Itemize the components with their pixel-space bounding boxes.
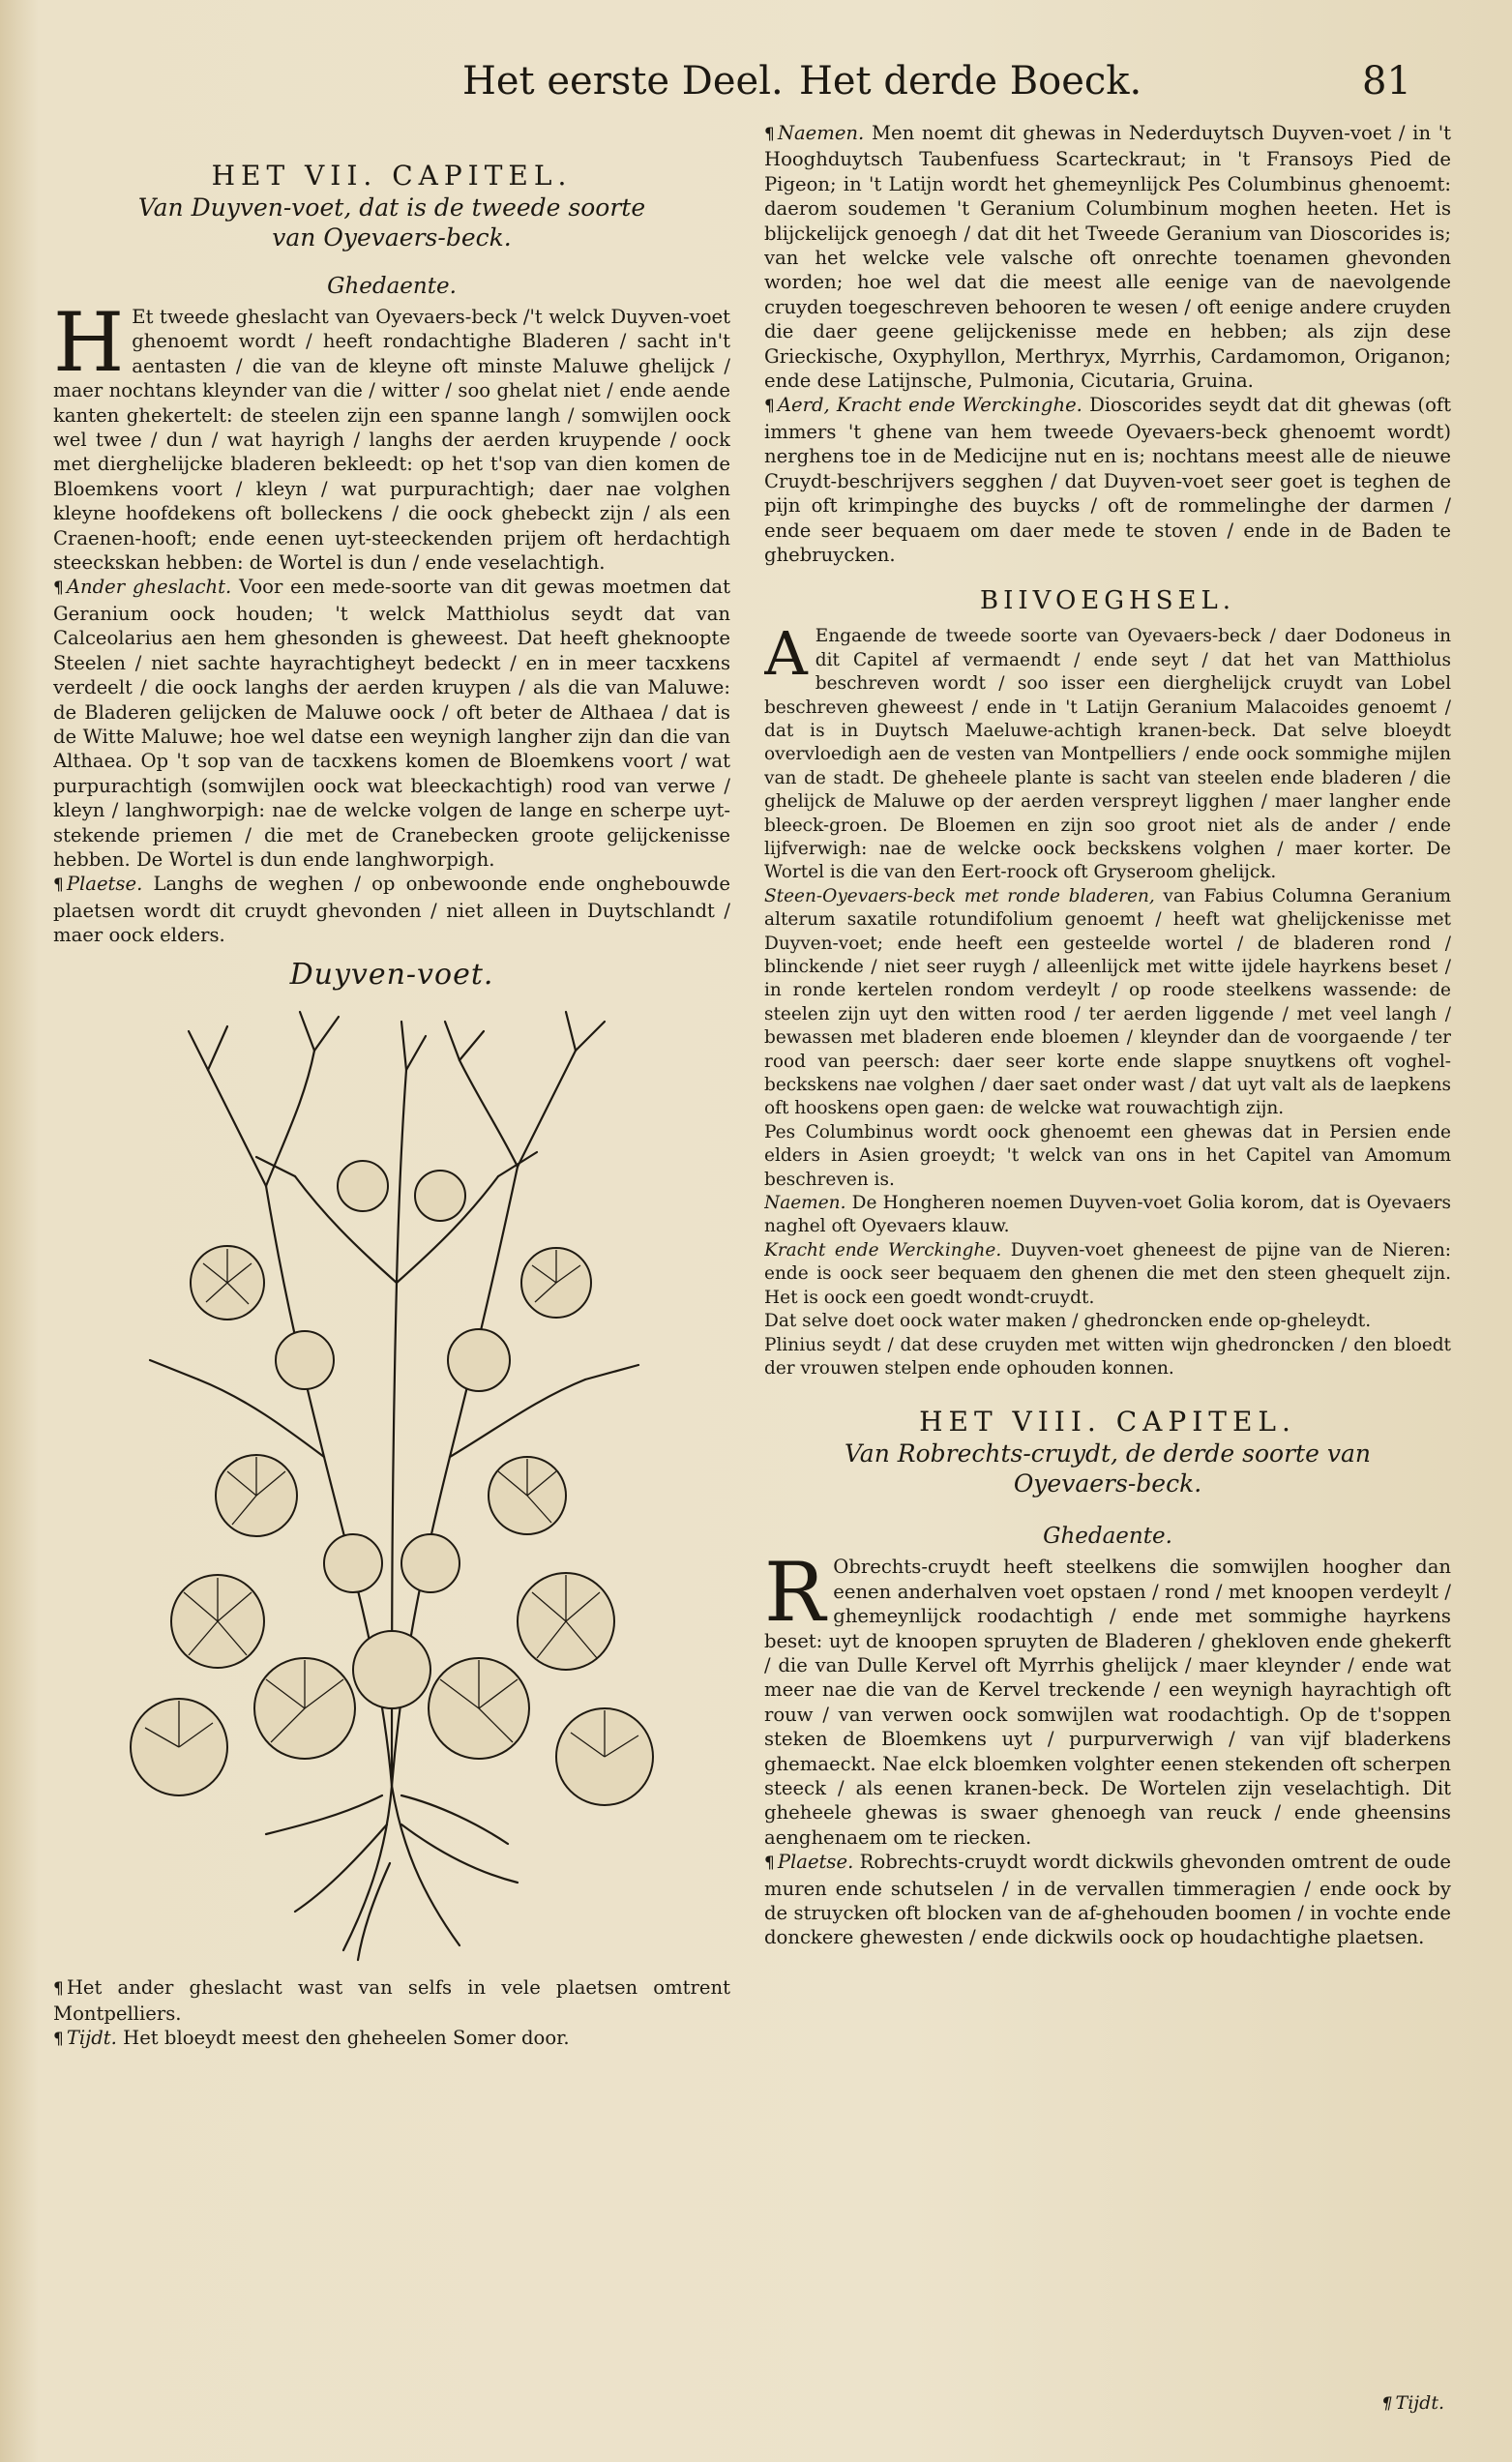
addendum-heading: BIIVOEGHSEL. [979,586,1236,616]
pilcrow-icon: ¶ [764,1854,775,1874]
paragraph-label: Kracht ende Werckinghe. [764,1239,1002,1261]
section-heading: Ghedaente. [1043,1524,1172,1550]
drop-cap: H [53,295,125,390]
paragraph-place [764,1850,1451,1950]
pilcrow-icon: ¶ [764,397,775,417]
paragraph-label: Ander gheslacht. [66,576,232,599]
paragraph-text: Et tweede gheslacht van Oyevaers-beck /'t welck Duyven-voet ghenoemt wordt / heeft rondachtighe Bladeren / sacht in't aentasten / die van de kleyne oft minste Maluwe ghelijck / maer nochtans kleynder van die / witter / soo ghelat niet / ende aende kanten ghekertelt: de steelen zijn een spanne langh / somwijlen oock wel twee / dun / wat hayrigh / langhs der aerden kruypende / oock met dierghelijcke bladeren bekleedt: op het t'sop van dien komen de Bloemkens voort / kleyn / wat purpurachtigh; daer nae volghen kleyne hoofdekens oft bolleckens / die oock ghebeckt zijn / als een Craenen-hooft; ende eenen uyt-steeckenden prijem oft herdachtigh steeckskan hebben: de Wortel is dun / ende veselachtigh. [53,306,730,575]
paragraph-names [764,121,1451,393]
addendum-paragraph: Plinius seydt / dat dese cruyden met witten wijn ghedroncken / den bloedt der vrouwen stelpen ende ophouden konnen. [764,1334,1451,1379]
paragraph-label: Aerd, Kracht ende Werckinghe. [777,394,1082,417]
paragraph-text: Robrechts-cruydt wordt dickwils ghevonden omtrent de oude muren ende schutselen / in de vervallen timmeragien / ende oock by de struycken oft blocken van de af-ghehouden boomen / in vochte ende donckere ghewesten / ende dickwils oock op houdachtighe plaetsen. [764,1851,1451,1949]
paragraph-label: Steen-Oyevaers-beck met ronde bladeren, [764,885,1155,906]
figure-caption: Duyven-voet. [289,957,494,992]
paragraph-text: Engaende de tweede soorte van Oyevaers-beck / daer Dodoneus in dit Capitel af vermaendt / ende seyt / dat het van Matthiolus beschreven wordt / soo isser een dierghelijck cruydt van Lobel beschreven gheweest / ende in 't Latijn Geranium Malacoides genoemt / dat is in Duytsch Maeluwe-achtigh kranen-beck. Dat selve bloeydt overvloedigh aen de vesten van Montpelliers / ende oock sommighe mijlen van de stadt. De gheheele plante is sacht van steelen ende bladeren / die ghelijck de Maluwe op der aerden verspreyt ligghen / maer langher ende bleeck-groen. De Bloemen en zijn soo groot niet als de ander / ende lijfverwigh: nae de welcke oock beckskens volghen / maer korter. De Wortel is die van den Eert-roock oft Gryseroom ghelijck. [764,626,1451,883]
paragraph-label: Naemen. [777,122,865,144]
paragraph-label: Tijdt. [66,2027,117,2050]
addendum-paragraph [764,1192,1451,1239]
paragraph-text: Het bloeydt meest den gheheelen Somer door. [123,2027,570,2050]
herb-woodcut-illustration [111,993,672,1970]
drop-cap: A [764,618,808,690]
paragraph-label: Plaetse. [66,873,143,896]
paragraph-description [53,295,730,575]
paragraph-text: De Hongheren noemen Duyven-voet Golia korom, dat is Oyevaers naghel oft Oyevaers klauw. [764,1193,1451,1237]
addendum-paragraph [764,1239,1451,1310]
header-left-title: Het eerste Deel. [462,59,784,104]
section-heading: Ghedaente. [327,274,457,299]
drop-cap: R [764,1545,826,1641]
pilcrow-icon: ¶ [53,578,64,599]
pilcrow-icon: ¶ [53,875,64,896]
chapter-subtitle: Van Duyven-voet, dat is de tweede soorte van Oyevaers-beck. [137,193,646,252]
page-number: 81 [1362,59,1411,104]
paragraph-text: Het ander gheslacht wast van selfs in vele plaetsen omtrent Montpelliers. [53,1975,730,2025]
paragraph-text: Obrechts-cruydt heeft steelkens die somwijlen hoogher dan eenen anderhalven voet opstaen / rond / met knoopen verdeylt / ghemeynlijck roodachtigh / ende met sommighe hayrkens beset: uyt de knoopen spruyten de Bladeren / ghekloven ende ghekerft / die van Dulle Kervel oft Myrrhis ghelijck / maer kleynder / ende wat meer nae die van de Kervel treckende / een weynigh hayrachtigh oft rouw / van verwen oock somwijlen wat roodachtigh. Op de t'soppen steken de Bloemkens uyt / purpurverwigh / van vijf bladerkens ghemaeckt. Nae elck bloemken volghter eenen stekenden oft scherpen steeck / als eenen kranen-beck. De Wortelen zijn veselachtigh. Dit gheheele ghewas is swaer ghenoegh van reuck / ende gheensins aenghenaem om te riecken. [764,1556,1451,1849]
paragraph-virtues [764,393,1451,567]
paragraph-text: Men noemt dit ghewas in Nederduytsch Duyven-voet / in 't Hooghduytsch Taubenfuess Scarteckraut; in 't Fransoys Pied de Pigeon; in 't Latijn wordt het ghemeynlijck Pes Columbinus ghenoemt: daerom soudemen 't Geranium Columbinum moghen heeten. Het is blijckelijck genoegh / dat dit het Tweede Geranium van Dioscorides is; van het welcke vele valsche oft onrechte toenamen ghevonden worden; hoe wel dat die meest alle eenige van de naevolgende cruyden toegeschreven behooren te wesen / oft eenige andere cruyden die daer geene gelijckenisse mede en hebben; als zijn dese Grieckische, Oxyphyllon, Merthryx, Myrrhis, Cardamomon, Origanon; ende dese Latijnsche, Pulmonia, Cicutaria, Gruina. [764,122,1451,393]
pilcrow-icon: ¶ [53,1978,64,1999]
paragraph-place [53,872,730,947]
paragraph-other-kind-place [53,1975,730,2027]
addendum-paragraph: Pes Columbinus wordt oock ghenoemt een ghewas dat in Persien ende elders in Asien groeydt; 't welck van ons in het Capitel van Amomum beschreven is. [764,1121,1451,1190]
catchword [1382,2392,1444,2414]
running-header [0,58,1512,116]
paragraph-text: van Fabius Columna Geranium alterum saxatile rotundifolium genoemt / heeft wat ghelijckenisse met Duyven-voet; ende heeft een gesteelde wortel / de bladeren rond / blinckende / niet seer ruygh / alleenlijck met witte ijdele hayrkens beset / in ronde kertelen rondom verdeylt / op roode steelkens wassende: de steelen zijn uyt den witten rood / ter aerden liggende / met veel langh / bewassen met bladeren ende bloemen / kleynder dan de voorgaende / ter rood van peersch: daer seer korte ende slappe snuytkens oft voghel-beckskens nae volghen / daer saet onder wast / dat uyt valt als de laepkens oft hooskens open gaen: de welcke wat rouwachtigh zijn. [764,885,1451,1119]
paragraph-text: Voor een mede-soorte van dit gewas moetmen dat Geranium oock houden; 't welck Matthiolus seydt dat van Calceolarius aen hem ghesonden is gheweest. Dat heeft gheknoopte Steelen / niet sachte hayrachtigheyt bedeckt / en in meer tacxkens verdeelt / die oock langhs der aerden kruypen / als die van Maluwe: de Bladeren gelijcken de Maluwe oock / oft beter de Althaea / dat is de Witte Maluwe; hoe wel datse een weynigh langher zijn dan die van Althaea. Op 't sop van de tacxkens komen de Bloemkens voort / wat purpurachtigh (somwijlen oock wat bleeckachtigh) rood van verwe / kleyn / langhworpigh: nae de welcke volgen de lange en scherpe uyt-stekende priemen / die met de Cranebecken groote gelijckenisse hebben. De Wortel is dun ende langhworpigh. [53,576,730,871]
addendum-paragraph [764,885,1451,1121]
catchword-text: Tijdt. [1395,2392,1444,2414]
addendum-paragraph [764,618,1451,884]
paragraph-description [764,1545,1451,1850]
paragraph-label: Plaetse. [777,1851,854,1874]
paragraph-text: Dioscorides seydt dat dit ghewas (oft immers 't ghene van hem tweede Oyevaers-beck ghenoemt wordt) nerghens toe in de Medicijne nut en is; nochtans meest alle de nieuwe Cruydt-beschrijvers segghen / dat Duyven-voet seer goet is teghen de pijn oft krimpinghe des buycks / oft de rommelinghe der darmen / ende seer bequaem om daer mede te stoven / ende in de Baden te ghebruycken. [764,394,1451,566]
addendum-paragraph: Dat selve doet oock water maken / ghedroncken ende op-gheleydt. [764,1311,1372,1332]
paragraph-label: Naemen. [764,1193,846,1214]
paragraph-other-kind [53,575,730,872]
paragraph-text: Langhs de weghen / op onbewoonde ende onghebouwde plaetsen wordt dit cruydt ghevonden / niet alleen in Duytschlandt / maer oock elders. [53,873,730,947]
paragraph-time [53,2026,730,2052]
paragraph-text: Duyven-voet gheneest de pijne van de Nieren: ende is oock seer bequaem den ghenen die met den steen ghequelt zijn. Het is oock een goedt wondt-cruydt. [764,1239,1451,1308]
left-column [53,121,730,2375]
chapter-subtitle: Van Robrechts-cruydt, de derde soorte van Oyevaers-beck. [845,1439,1371,1498]
pilcrow-icon: ¶ [1381,2394,1393,2414]
chapter-title: HET VIII. CAPITEL. [919,1406,1296,1439]
pilcrow-icon: ¶ [53,2030,64,2050]
chapter-title: HET VII. CAPITEL. [211,160,573,192]
header-right-title: Het derde Boeck. [799,59,1142,104]
pilcrow-icon: ¶ [764,125,775,144]
right-column [764,121,1451,2375]
